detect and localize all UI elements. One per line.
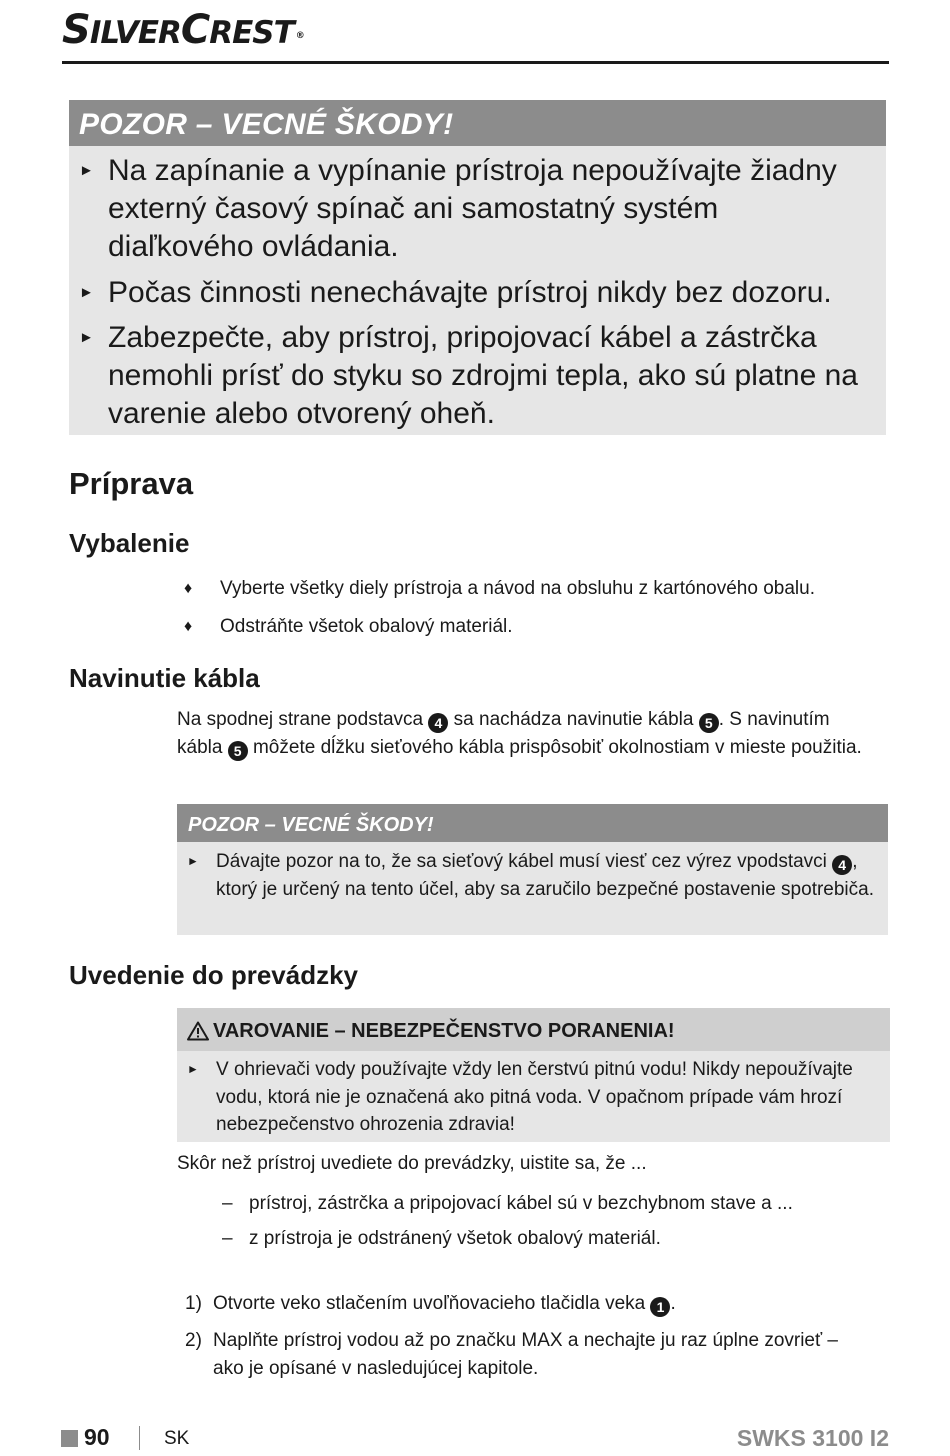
caution-box-property-damage bbox=[69, 100, 886, 435]
part-number-badge: 5 bbox=[228, 741, 248, 761]
cable-paragraph: Na spodnej strane podstavca 4 sa nachádza navinutie kábla 5 . S navinutím kábla 5 môžete dĺžku sieťového kábla prispôsobiť okolnostiam v mieste použitia. bbox=[177, 709, 862, 759]
section-heading: Príprava bbox=[69, 466, 194, 501]
step-item: 2) Naplňte prístroj vodou až po značku MAX a nechajte ju raz úplne zovrieť – ako je opísané v nasledujúcej kapitole. bbox=[185, 1330, 838, 1379]
caution-item: ► Zabezpečte, aby prístroj, pripojovací kábel a zástrčka nemohli prísť do styku so zdrojmi tepla, ako sú platne na varenie alebo otvorený oheň. bbox=[79, 321, 858, 430]
part-number-badge: 4 bbox=[832, 855, 852, 875]
part-number-badge: 5 bbox=[699, 713, 719, 733]
caution-item: ► Na zapínanie a vypínanie prístroja nepoužívajte žiadny externý časový spínač ani samostatný systém diaľkového ovládania. bbox=[79, 154, 837, 263]
part-number-badge: 4 bbox=[428, 713, 448, 733]
diamond-bullet-icon: ♦ bbox=[184, 580, 193, 597]
startup-heading: Uvedenie do prevádzky bbox=[69, 960, 358, 990]
brand-logo: SILVERCREST ® bbox=[62, 7, 304, 53]
footer-square-icon bbox=[61, 1430, 78, 1447]
arrow-bullet-icon: ► bbox=[187, 854, 199, 868]
arrow-bullet-icon: ► bbox=[79, 162, 94, 179]
check-item: – prístroj, zástrčka a pripojovací kábel sú v bezchybnom stave a ... bbox=[222, 1193, 793, 1214]
warning-title: VAROVANIE – NEBEZPEČENSTVO PORANENIA! bbox=[177, 1008, 890, 1051]
model-number: SWKS 3100 I2 bbox=[736, 1425, 889, 1451]
warning-box-injury bbox=[177, 1008, 890, 1142]
page-number: 90 bbox=[84, 1424, 110, 1450]
dash-bullet: – bbox=[222, 1193, 233, 1214]
caution-box-cable bbox=[177, 804, 888, 935]
step-item: 1) Otvorte veko stlačením uvoľňovacieho tlačidla veka 1 . bbox=[185, 1293, 676, 1315]
caution-item: ► Počas činnosti nenechávajte prístroj nikdy bez dozoru. bbox=[79, 274, 869, 312]
header-divider bbox=[62, 61, 889, 64]
check-item: – z prístroja je odstránený všetok obalový materiál. bbox=[222, 1228, 661, 1249]
diamond-bullet-icon: ♦ bbox=[184, 618, 193, 635]
startup-intro: Skôr než prístroj uvediete do prevádzky, uistite sa, že ... bbox=[177, 1153, 647, 1174]
warning-item: ► V ohrievači vody používajte vždy len čerstvú pitnú vodu! Nikdy nepoužívajte vodu, ktorá nie je označená ako pitná voda. V opačnom prípade vám hrozí nebezpečenstvo ohrozenia zdravia! bbox=[187, 1056, 877, 1139]
cable-heading: Navinutie kábla bbox=[69, 663, 260, 693]
arrow-bullet-icon: ► bbox=[187, 1062, 199, 1076]
part-number-badge: 1 bbox=[650, 1297, 670, 1317]
caution-title: POZOR – VECNÉ ŠKODY! bbox=[69, 100, 886, 146]
caution-title: POZOR – VECNÉ ŠKODY! bbox=[177, 804, 888, 842]
caution-item: ► Dávajte pozor na to, že sa sieťový kábel musí viesť cez výrez vpodstavci 4 , ktorý je určený na tento účel, aby sa zaručilo bezpečné postavenie spotrebiča. bbox=[187, 848, 877, 903]
dash-bullet: – bbox=[222, 1228, 233, 1249]
arrow-bullet-icon: ► bbox=[79, 329, 94, 346]
arrow-bullet-icon: ► bbox=[79, 284, 94, 301]
language-code: SK bbox=[164, 1428, 190, 1449]
list-item: ♦ Vyberte všetky diely prístroja a návod na obsluhu z kartónového obalu. bbox=[184, 578, 815, 599]
footer-divider bbox=[139, 1426, 140, 1450]
unpacking-heading: Vybalenie bbox=[69, 528, 190, 558]
list-item: ♦ Odstráňte všetok obalový materiál. bbox=[184, 616, 513, 637]
warning-triangle-icon bbox=[187, 1021, 209, 1041]
